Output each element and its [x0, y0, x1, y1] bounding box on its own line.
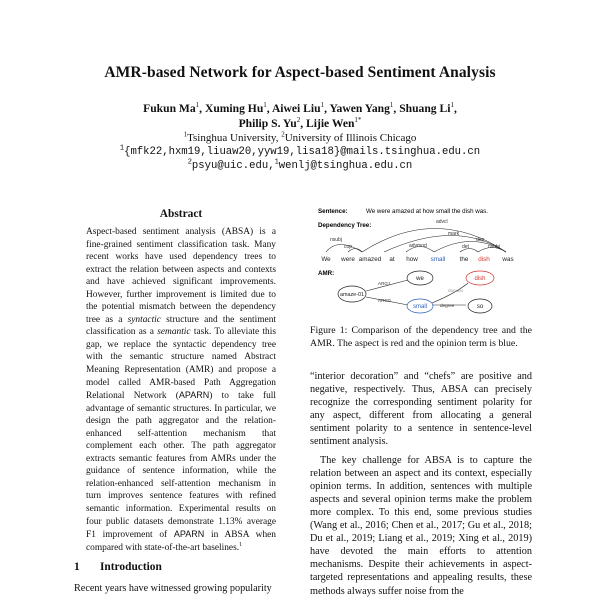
- email-line-2: [0, 160, 600, 173]
- token-aspect: dish: [478, 256, 490, 263]
- author-name: Xuming Hu: [204, 102, 264, 115]
- abstract-emphasis: syntactic: [127, 314, 161, 325]
- abstract-text: Aspect-based sentiment analysis (ABSA) is a fine-grained sentiment classification task. Many recent works have used dependency trees to extract the relation between aspects and contexts and have achieved significant improvements. However, further improvement is limited due to the potential mismatch between the dependency tree as a: [86, 227, 276, 325]
- section-heading-introduction: [74, 561, 294, 573]
- token: amazed: [358, 256, 382, 263]
- affil-mark: 2: [281, 130, 285, 139]
- token: was: [502, 256, 514, 263]
- affiliations: [0, 131, 600, 145]
- email-address: {mfk22,hxm19,liuaw20,yyw19,lisa18}@mails.tsinghua.edu.cn: [124, 146, 481, 158]
- amr-node-label: dish: [474, 276, 486, 282]
- figure-sentence: We were amazed at how small the dish was.: [366, 208, 488, 215]
- dep-label: cop: [344, 244, 353, 250]
- affil-institution: University of Illinois Chicago: [284, 132, 417, 144]
- paragraph: The key challenge for ABSA is to capture the relation between an aspect and its context, especially opinion terms. In addition, sentences with multiple aspects and several opinion terms make the problem more complex. To this end, some previous studies (Wang et al., 2016; Chen et al., 2017; Gu et al., 2018; Du et al., 2019; Liang et al., 2019; Xing et al., 2019) have devoted the main efforts to attention mechanisms. Despite their achievements in aspect-targeted representations and appealing results, these methods always suffer noise from the: [310, 454, 532, 597]
- dep-label: det: [462, 244, 469, 250]
- email-mark: 1: [119, 144, 125, 153]
- amr-node-label: small: [412, 304, 428, 310]
- paragraph: “interior decoration” and “chefs” are positive and negative, respectively. Thus, ABSA can precisely recognize the corresponding sentiment polarity for any aspect, different from allocating a general sentiment polarity to a sentence in sentence-level sentiment analysis.: [310, 371, 532, 448]
- token: the: [459, 256, 469, 263]
- section-title: Introduction: [100, 561, 162, 573]
- author-name: Philip S. Yu: [238, 117, 297, 130]
- figure-1: [316, 205, 526, 317]
- affil-institution: Tsinghua University,: [187, 132, 282, 144]
- email-mark: 1: [274, 158, 279, 167]
- author-name: Aiwei Liu: [271, 102, 321, 115]
- author-affil-mark: 2: [296, 116, 301, 125]
- abstract-text: task. To alleviate this gap, we replace the syntactic dependency tree with the semantic structure named Abstract Meaning Representation (AMR) and propose a model called AMR-based Path Aggregation Relational Network (: [86, 327, 276, 402]
- paper-title: AMR-based Network for Aspect-based Sentiment Analysis: [104, 64, 496, 81]
- dep-label: advmod: [409, 243, 427, 249]
- figure-amr-label: AMR:: [318, 270, 335, 277]
- right-column-body: [310, 370, 532, 598]
- section-number: 1: [74, 561, 80, 573]
- author-name: Fukun Ma: [143, 102, 196, 115]
- author-list: [0, 101, 600, 131]
- model-name: APARN: [178, 390, 210, 401]
- amr-edge: [432, 283, 468, 303]
- model-name: APARN: [173, 529, 205, 540]
- abstract-heading: Abstract: [159, 208, 203, 220]
- amr-edge-label: domain: [448, 288, 464, 293]
- author-affil-mark: 1: [195, 101, 200, 110]
- amr-node-label: so: [476, 304, 484, 310]
- figure-sentence-label: Sentence:: [318, 208, 348, 215]
- amr-node-label: we: [416, 276, 424, 282]
- abstract-body: [86, 226, 276, 554]
- dep-label: mark: [448, 231, 460, 237]
- dep-label: advcl: [436, 219, 448, 225]
- author-affil-mark: 1: [320, 101, 325, 110]
- abstract-text: ) to take full advantage of semantic structures. In particular, we design the path aggregator and the relation-enhanced self-attention mechanism that complement each other. The path aggregator extracts semantic features from AMRs under the guidance of sentence information, while the relation-enhanced self-attention mechanism in turn improves sentence features with refined semantic information. Experimental results on four public datasets demonstrate 1.13% average F1 improvement of: [86, 391, 276, 541]
- abstract-text: in ABSA when compared with state-of-the-art baselines.: [86, 530, 276, 553]
- amr-edge-label: ARG0: [378, 298, 391, 303]
- footnote-mark: 1: [239, 541, 243, 548]
- dep-label: nsubj: [330, 237, 342, 243]
- author-row-2: Philip S. Yu$^2$, Lijie Wen$^{1*}$: [238, 116, 362, 130]
- dep-label: dep: [476, 237, 485, 243]
- token: at: [389, 256, 395, 263]
- token: were: [341, 256, 355, 263]
- amr-edge-label: degree: [440, 303, 455, 308]
- email-mark: 2: [187, 158, 192, 167]
- author-affil-mark: 1: [389, 101, 394, 110]
- author-affil-mark: 1: [263, 101, 267, 110]
- author-affil-mark: 1: [450, 101, 454, 110]
- author-affil-mark: 1*: [354, 116, 362, 125]
- email-address: psyu@uic.edu,: [191, 160, 275, 172]
- dep-label: nsubj: [488, 244, 500, 250]
- email-line-1: [0, 146, 600, 159]
- figure-caption: Figure 1: Comparison of the dependency tree and the AMR. The aspect is red and the opinion term is blue.: [310, 325, 532, 349]
- token: how: [406, 256, 418, 263]
- amr-node-label: amaze-01: [340, 292, 364, 298]
- figure-dependency-label: Dependency Tree:: [318, 222, 372, 229]
- author-name: Lijie Wen: [306, 117, 355, 130]
- affil-mark: 1: [183, 130, 188, 139]
- author-name: Yawen Yang: [329, 102, 390, 115]
- author-name: Shuang Li: [399, 102, 451, 115]
- dep-arc: [362, 229, 506, 253]
- abstract-emphasis: semantic: [157, 327, 191, 338]
- token: We: [321, 256, 331, 263]
- author-row-1: Fukun Ma$^1$, Xuming Hu$^1$, Aiwei Liu$^1$, Yawen Yang$^1$, Shuang Li$^1$,: [143, 101, 457, 115]
- introduction-text: Recent years have witnessed growing popularity: [74, 583, 272, 594]
- email-address: wenlj@tsinghua.edu.cn: [278, 160, 413, 172]
- token-opinion: small: [430, 256, 446, 263]
- amr-edge-label: ARG1: [378, 281, 391, 286]
- abstract-text: structure and the sentiment classification as a: [86, 314, 276, 338]
